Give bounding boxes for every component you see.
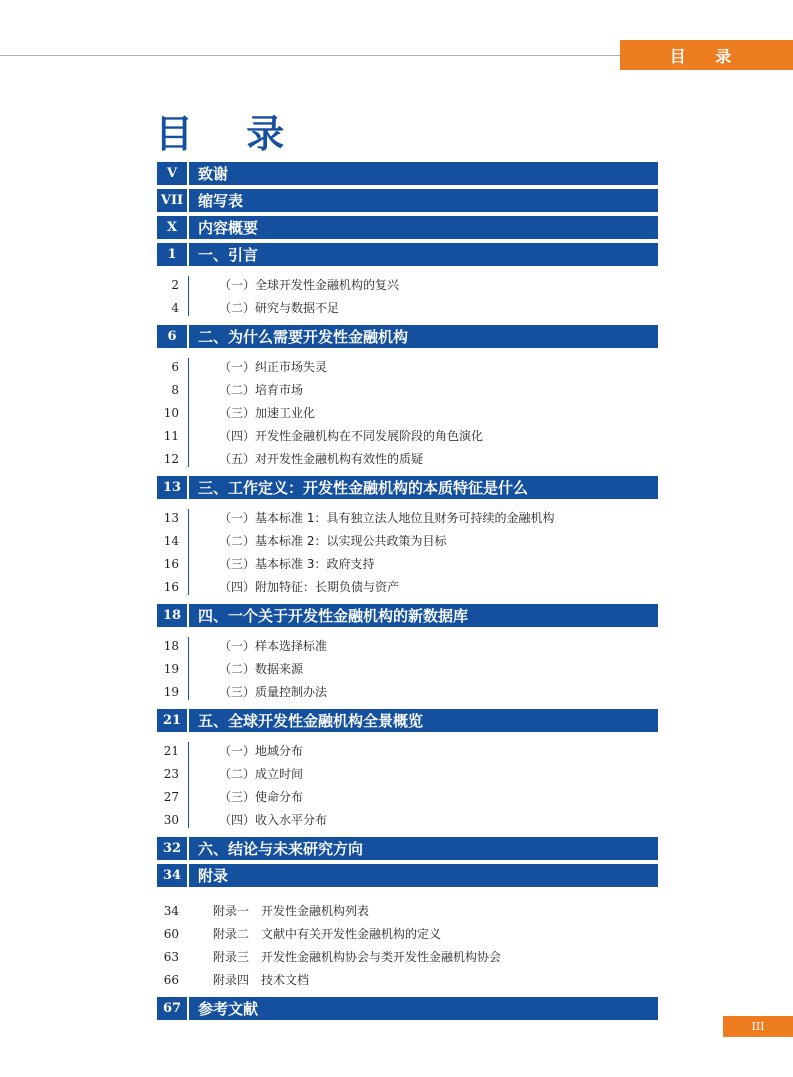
subsection-title: （三）加速工业化	[219, 406, 316, 420]
toc-subsection-list	[157, 270, 658, 325]
toc-subsection-list	[157, 631, 658, 709]
toc-subsection-entry[interactable]	[157, 296, 658, 319]
section-title: 四、一个关于开发性金融机构的新数据库	[198, 607, 469, 625]
subsection-page-number: 30	[163, 812, 179, 827]
section-page-number: V	[157, 162, 189, 185]
toc-subsection-entry[interactable]	[157, 785, 658, 808]
toc-subsection-list	[157, 352, 658, 476]
subsection-title: （三）基本标准 3：政府支持	[219, 557, 375, 571]
section-page-number: 21	[157, 709, 189, 732]
subsection-title: （二）数据来源	[219, 662, 304, 676]
section-title: 缩写表	[198, 192, 244, 210]
subsection-title: （二）培育市场	[219, 383, 304, 397]
subsection-page-number: 19	[163, 684, 179, 699]
toc-section-entry[interactable]	[157, 604, 658, 627]
section-page-number: X	[157, 216, 189, 239]
subsection-title: （二）成立时间	[219, 767, 304, 781]
toc-subsection-entry[interactable]	[157, 739, 658, 762]
subsection-page-number: 18	[163, 638, 179, 653]
section-title: 五、全球开发性金融机构全景概览	[198, 712, 424, 730]
toc-subsection-entry[interactable]	[157, 529, 658, 552]
section-page-number: 13	[157, 476, 189, 499]
subsection-page-number: 4	[171, 300, 179, 315]
header-tab: 目 录	[620, 40, 793, 70]
subsection-title: （三）质量控制办法	[219, 685, 328, 699]
subsection-title: 附录四 技术文档	[213, 973, 310, 987]
toc-section-entry[interactable]	[157, 476, 658, 499]
subsection-title: （一）全球开发性金融机构的复兴	[219, 278, 400, 292]
toc-subsection-list	[157, 736, 658, 837]
toc-subsection-entry[interactable]	[157, 273, 658, 296]
section-title: 二、为什么需要开发性金融机构	[198, 328, 409, 346]
subsection-page-number: 66	[163, 972, 179, 987]
toc-section-entry[interactable]	[157, 837, 658, 860]
toc-subsection-entry[interactable]	[157, 762, 658, 785]
toc-subsection-entry[interactable]	[157, 355, 658, 378]
subsection-title: （四）附加特征：长期负债与资产	[219, 580, 400, 594]
subsection-title: （一）纠正市场失灵	[219, 360, 328, 374]
subsection-page-number: 60	[163, 926, 179, 941]
toc-section-entry[interactable]	[157, 325, 658, 348]
section-title: 参考文献	[198, 1000, 259, 1018]
section-title: 内容概要	[198, 219, 259, 237]
page-number: III	[723, 1016, 793, 1037]
toc-subsection-entry[interactable]	[157, 447, 658, 470]
subsection-page-number: 11	[163, 428, 179, 443]
section-page-number: 32	[157, 837, 189, 860]
section-page-number: 6	[157, 325, 189, 348]
toc-subsection-entry[interactable]	[157, 808, 658, 831]
section-page-number: 1	[157, 243, 189, 266]
subsection-page-number: 19	[163, 661, 179, 676]
subsection-page-number: 27	[163, 789, 179, 804]
toc-section-entry[interactable]	[157, 216, 658, 239]
subsection-page-number: 13	[163, 510, 179, 525]
toc-subsection-entry[interactable]	[157, 401, 658, 424]
toc-section-entry[interactable]	[157, 162, 658, 185]
toc-subsection-list	[157, 891, 658, 997]
subsection-title: （二）基本标准 2：以实现公共政策为目标	[219, 534, 447, 548]
section-page-number: 18	[157, 604, 189, 627]
subsection-title: （一）基本标准 1：具有独立法人地位且财务可持续的金融机构	[219, 511, 555, 525]
toc-subsection-list	[157, 503, 658, 604]
subsection-page-number: 34	[163, 903, 179, 918]
subsection-title: （一）地域分布	[219, 744, 304, 758]
subsection-page-number: 14	[163, 533, 179, 548]
subsection-title: （二）研究与数据不足	[219, 301, 340, 315]
subsection-title: （四）开发性金融机构在不同发展阶段的角色演化	[219, 429, 484, 443]
subsection-title: （一）样本选择标准	[219, 639, 328, 653]
subsection-page-number: 10	[163, 405, 179, 420]
section-title: 附录	[198, 867, 229, 885]
toc-subsection-entry[interactable]	[157, 575, 658, 598]
table-of-contents	[157, 162, 658, 1024]
section-title: 致谢	[198, 165, 229, 183]
toc-subsection-entry[interactable]	[157, 657, 658, 680]
section-page-number: 67	[157, 997, 189, 1020]
toc-section-entry[interactable]	[157, 709, 658, 732]
toc-subsection-entry[interactable]	[157, 552, 658, 575]
subsection-page-number: 63	[163, 949, 179, 964]
section-title: 一、引言	[198, 246, 259, 264]
section-title: 六、结论与未来研究方向	[198, 840, 364, 858]
toc-subsection-entry[interactable]	[157, 378, 658, 401]
section-page-number: 34	[157, 864, 189, 887]
subsection-title: （四）收入水平分布	[219, 813, 328, 827]
toc-subsection-entry[interactable]	[157, 506, 658, 529]
subsection-page-number: 2	[171, 277, 179, 292]
subsection-page-number: 8	[171, 382, 179, 397]
section-page-number: VII	[157, 189, 189, 212]
subsection-page-number: 16	[163, 579, 179, 594]
toc-section-entry[interactable]	[157, 997, 658, 1020]
toc-subsection-entry[interactable]	[157, 634, 658, 657]
subsection-page-number: 23	[163, 766, 179, 781]
subsection-page-number: 21	[163, 743, 179, 758]
section-title: 三、工作定义：开发性金融机构的本质特征是什么	[198, 479, 529, 497]
header-rule	[0, 55, 620, 56]
toc-subsection-entry[interactable]	[157, 680, 658, 703]
toc-subsection-entry[interactable]	[157, 968, 658, 991]
toc-section-entry[interactable]	[157, 243, 658, 266]
subsection-title: 附录一 开发性金融机构列表	[213, 904, 370, 918]
subsection-title: （三）使命分布	[219, 790, 304, 804]
subsection-page-number: 6	[171, 359, 179, 374]
subsection-page-number: 16	[163, 556, 179, 571]
toc-section-entry[interactable]	[157, 189, 658, 212]
subsection-page-number: 12	[163, 451, 179, 466]
toc-subsection-entry[interactable]	[157, 945, 658, 968]
subsection-title: 附录二 文献中有关开发性金融机构的定义	[213, 927, 442, 941]
subsection-title: 附录三 开发性金融机构协会与类开发性金融机构协会	[213, 950, 502, 964]
toc-section-entry[interactable]	[157, 864, 658, 887]
toc-subsection-entry[interactable]	[157, 424, 658, 447]
subsection-title: （五）对开发性金融机构有效性的质疑	[219, 452, 424, 466]
toc-subsection-entry[interactable]	[157, 922, 658, 945]
page-title: 目 录	[155, 112, 305, 156]
toc-subsection-entry[interactable]	[157, 899, 658, 922]
